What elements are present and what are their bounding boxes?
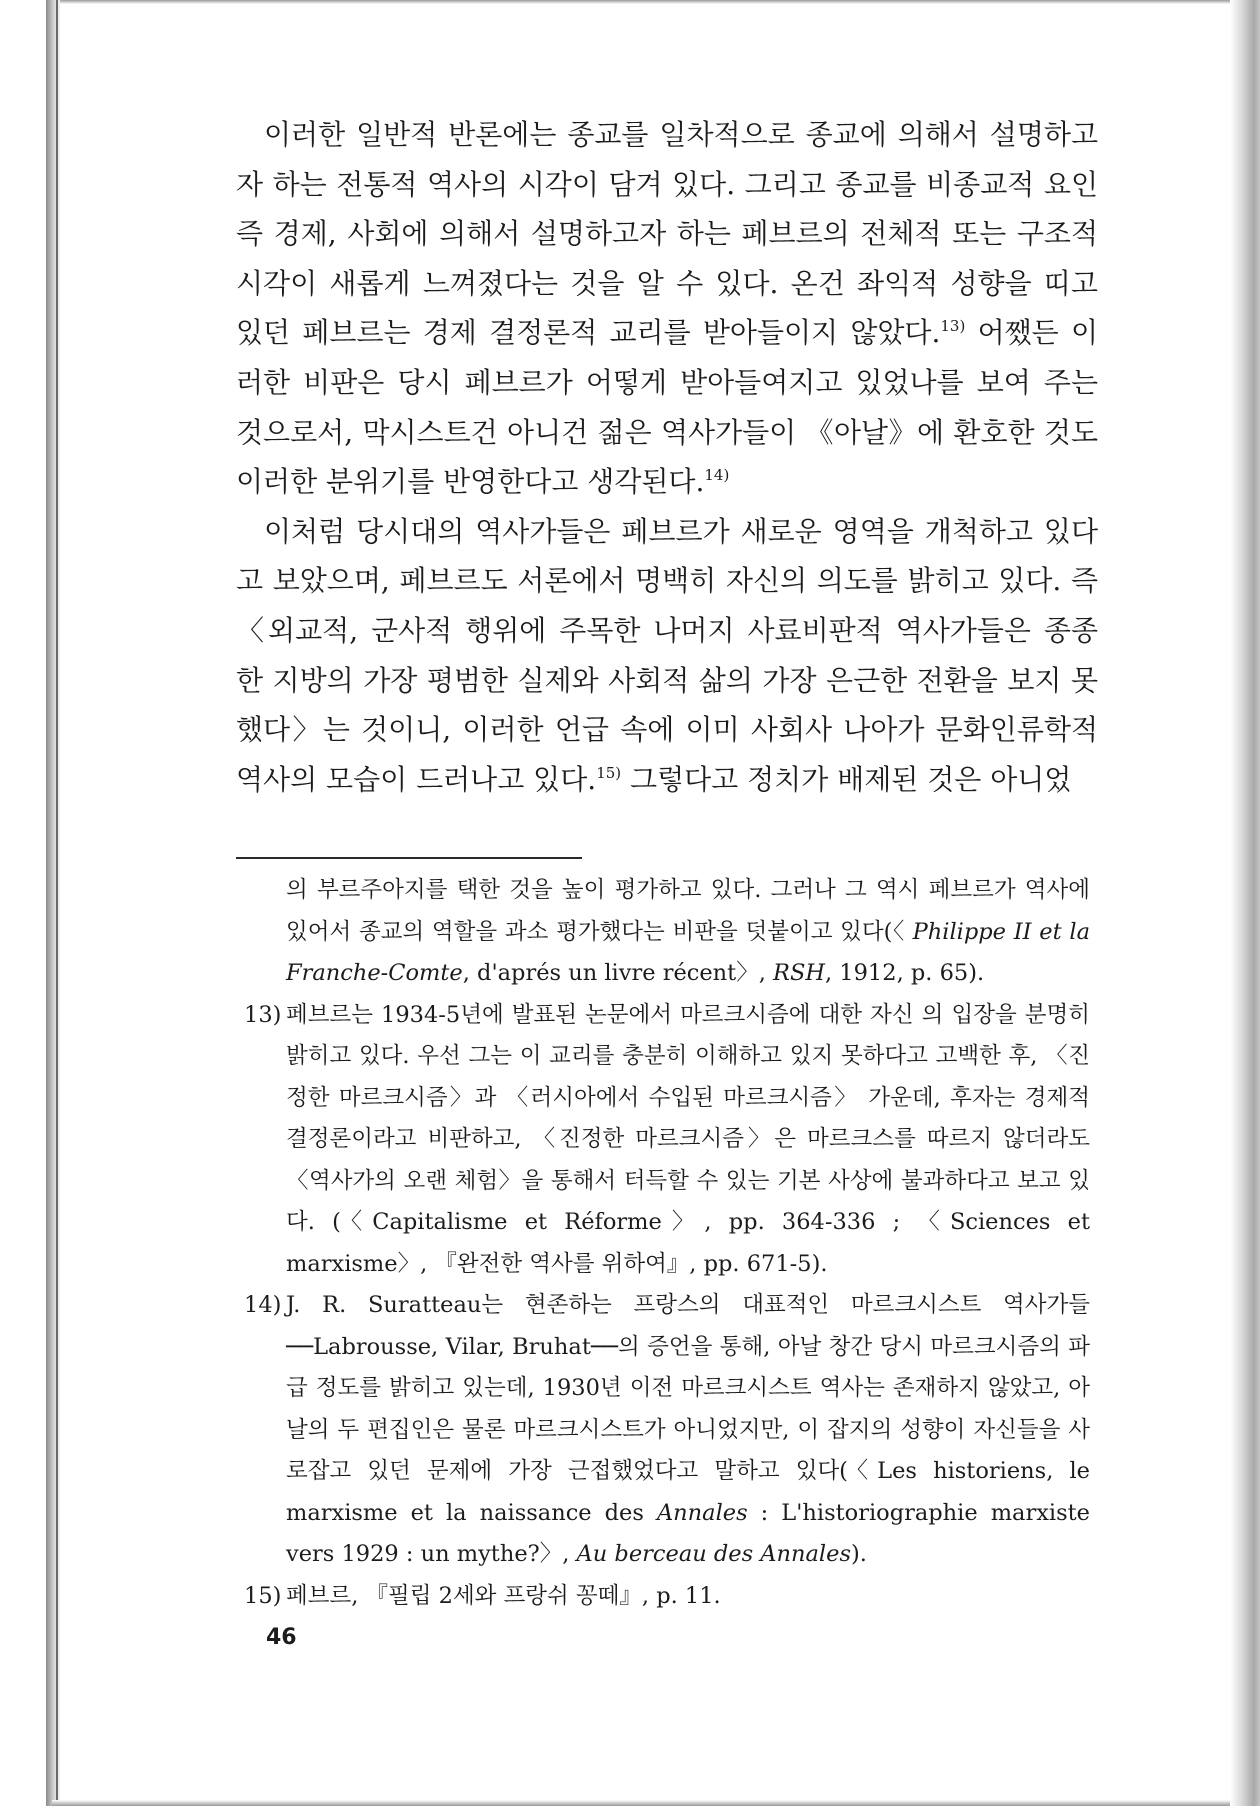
footnote-cont-italic-title: Philippe II et la Franche-Comte: [286, 918, 1091, 986]
footnote-cont-text-c: , 1912, p. 65).: [825, 960, 985, 986]
footnote-cont-text-b: , d'aprés un livre récent〉,: [462, 960, 774, 986]
paragraph-1-text-b: 어쨌든 이러한 비판은 당시 페브르가 어떻게 받아들여지고 있었나를 보여 주는 것으로서, 막시스트건 아니건 젊은 역사가들이 《아날》에 환호한 것도 이러한 분위기를 반영한다고 생각된다.: [236, 316, 1098, 499]
footnote-14-text-a: J. R. Suratteau는 현존하는 프랑스의 대표적인 마르크시스트 역사가들──Labrousse, Vilar, Bruhat──의 증언을 통해, 아날 창간 당시 마르크시즘의 파급 정도를 밝히고 있는데, 1930년 이전 마르크시스트 역사는 존재하지 않았고, 아날의 두 편집인은 물론 마르크시스트가 아니었지만, 이 잡지의 성향이 자신들을 사로잡고 있던 문제에 가장 근접했었다고 말하고 있다(〈Les historiens, le marxisme et la naissance des: [286, 1292, 1090, 1526]
footnote-15-text: 페브르, 『필립 2세와 프랑쉬 꽁떼』, p. 11.: [286, 1582, 721, 1609]
page-bottom-edge: [52, 1800, 1230, 1806]
paragraph-2-text-b: 그렇다고 정치가 배제된 것은 아니었: [621, 762, 1072, 796]
paragraph-1-text-a: 이러한 일반적 반론에는 종교를 일차적으로 종교에 의해서 설명하고자 하는 전통적 역사의 시각이 담겨 있다. 그리고 종교를 비종교적 요인 즉 경제, 사회에 의해서 설명하고자 하는 페브르의 전체적 또는 구조적 시각이 새롭게 느껴졌다는 것을 알 수 있다. 온건 좌익적 성향을 띠고 있던 페브르는 경제 결정론적 교리를 받아들이지 않았다.: [236, 118, 1098, 350]
footnote-14-number: 14): [244, 1292, 282, 1318]
footnote-12-continuation: [244, 870, 1090, 995]
footnote-14-text-b: : L'historiographie marxiste vers 1929 : un mythe?〉,: [286, 1499, 1090, 1567]
footnote-14-italic-title: Au berceau des Annales: [576, 1541, 851, 1567]
body-text: [236, 110, 1098, 804]
footnote-cont-italic-journal: RSH: [773, 960, 825, 986]
footnote-15-number: 15): [244, 1582, 282, 1609]
page-top-edge: [52, 0, 1230, 4]
footnote-13: [244, 995, 1090, 1286]
footnote-14: [244, 1285, 1090, 1576]
footnote-14-text-c: ).: [851, 1541, 867, 1567]
page-shadow-edge: [1230, 0, 1260, 1806]
paragraph-2: [236, 507, 1098, 805]
footnote-13-number: 13): [244, 1001, 282, 1028]
footnote-cont-text-a: 의 부르주아지를 택한 것을 높이 평가하고 있다. 그러나 그 역시 페브르가 역사에 있어서 종교의 역할을 과소 평가했다는 비판을 덧붙이고 있다(〈: [286, 877, 1090, 945]
page-number: 46: [266, 1625, 297, 1650]
footnote-ref-15: 15): [596, 763, 622, 782]
footnote-ref-14: 14): [704, 466, 730, 485]
footnote-15: [244, 1576, 1090, 1618]
paragraph-2-text-a: 이처럼 당시대의 역사가들은 페브르가 새로운 영역을 개척하고 있다고 보았으며, 페브르도 서론에서 명백히 자신의 의도를 밝히고 있다. 즉 〈외교적, 군사적 행위에 주목한 나머지 사료비판적 역사가들은 종종 한 지방의 가장 평범한 실제와 사회적 삶의 가장 은근한 전환을 보지 못했다〉는 것이니, 이러한 언급 속에 이미 사회사 나아가 문화인류학적 역사의 모습이 드러나고 있다.: [236, 514, 1098, 796]
footnote-ref-13: 13): [940, 317, 966, 336]
paragraph-1: [236, 110, 1098, 507]
footnote-13-text: 페브르는 1934-5년에 발표된 논문에서 마르크시즘에 대한 자신 의 입장을 분명히 밝히고 있다. 우선 그는 이 교리를 충분히 이해하고 있지 못하다고 고백한 후, 〈진정한 마르크시즘〉과 〈러시아에서 수입된 마르크시즘〉 가운데, 후자는 경제적 결정론이라고 비판하고, 〈진정한 마르크시즘〉은 마르크스를 따르지 않더라도 〈역사가의 오랜 체험〉을 통해서 터득할 수 있는 기본 사상에 불과하다고 보고 있다. (〈Capitalisme et Réforme〉, pp. 364-336 ; 〈Sciences et marxisme〉, 『완전한 역사를 위하여』, pp. 671-5).: [286, 1001, 1090, 1277]
footnote-separator: [236, 857, 582, 859]
footnote-14-italic-annales: Annales: [656, 1499, 748, 1526]
main-text-block: [236, 110, 1098, 804]
footnotes: [244, 870, 1090, 1617]
page-binding-edge: [46, 0, 60, 1806]
